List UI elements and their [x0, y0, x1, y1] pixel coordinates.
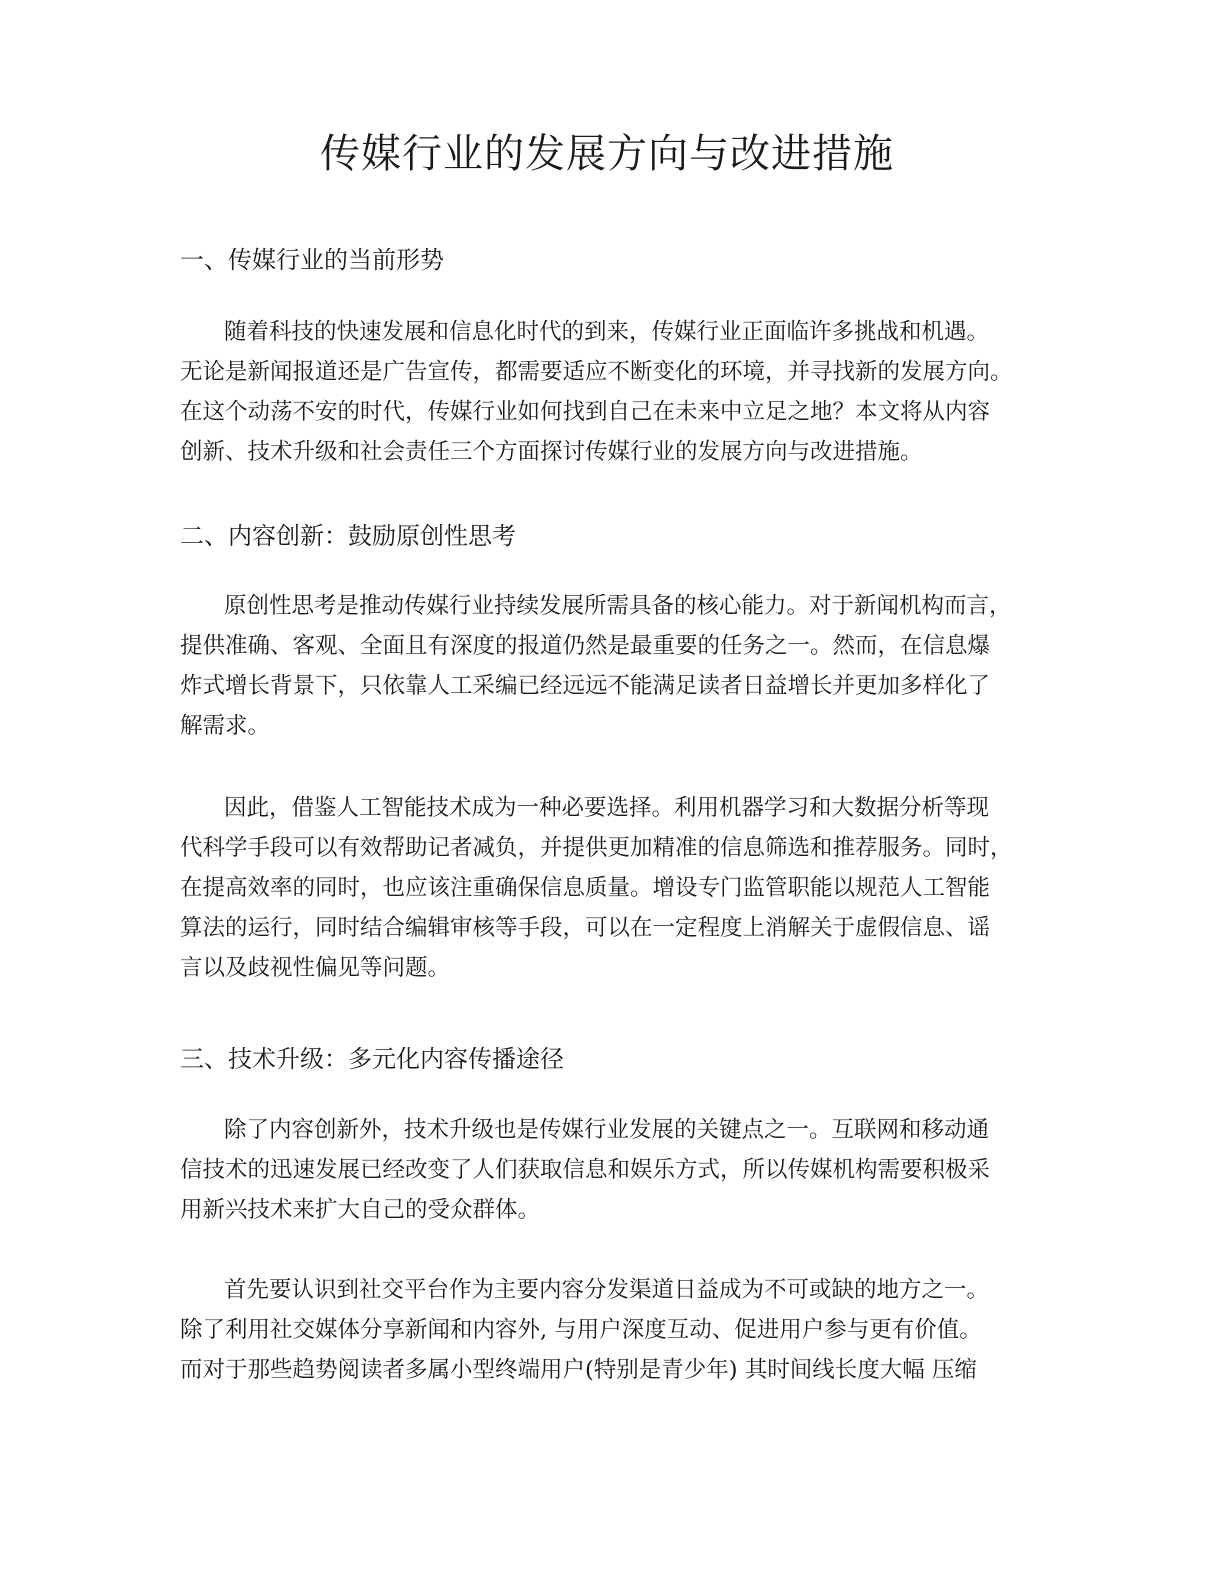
paragraph-line: 因此，借鉴人工智能技术成为一种必要选择。利用机器学习和大数据分析等现: [224, 795, 990, 821]
paragraph-line: 信技术的迅速发展已经改变了人们获取信息和娱乐方式，所以传媒机构需要积极采: [180, 1157, 991, 1183]
section-heading-1: 一、传媒行业的当前形势: [180, 246, 444, 274]
paragraph-line: 首先要认识到社交平台作为主要内容分发渠道日益成为不可或缺的地方之一。: [224, 1277, 990, 1303]
paragraph-line: 提供准确、客观、全面且有深度的报道仍然是最重要的任务之一。然而，在信息爆: [180, 633, 991, 659]
section-heading-2: 二、内容创新：鼓励原创性思考: [180, 522, 516, 550]
paragraph-line: 代科学手段可以有效帮助记者减负，并提供更加精准的信息筛选和推荐服务。同时，: [180, 835, 1013, 861]
paragraph-2-1: [180, 586, 1060, 746]
paragraph-line: 除了利用社交媒体分享新闻和内容外, 与用户深度互动、促进用户参与更有价值。: [180, 1317, 982, 1343]
paragraph-line: 解需求。: [180, 713, 271, 739]
paragraph-1-1: [180, 312, 1060, 472]
paragraph-line: 无论是新闻报道还是广告宣传，都需要适应不断变化的环境，并寻找新的发展方向。: [180, 359, 1013, 385]
paragraph-line: 在这个动荡不安的时代，传媒行业如何找到自己在未来中立足之地？本文将从内容: [180, 399, 991, 425]
paragraph-2-2: [180, 788, 1060, 988]
paragraph-line: 炸式增长背景下，只依靠人工采编已经远远不能满足读者日益增长并更加多样化了: [180, 673, 991, 699]
paragraph-line: 而对于那些趋势阅读者多属小型终端用户(特别是青少年) 其时间线长度大幅 压缩: [180, 1357, 977, 1383]
document-title: 传媒行业的发展方向与改进措施: [320, 131, 894, 177]
paragraph-line: 除了内容创新外，技术升级也是传媒行业发展的关键点之一。互联网和移动通: [224, 1117, 990, 1143]
paragraph-line: 算法的运行，同时结合编辑审核等手段，可以在一定程度上消解关于虚假信息、谣: [180, 915, 991, 941]
paragraph-line: 用新兴技术来扩大自己的受众群体。: [180, 1197, 541, 1223]
paragraph-line: 创新、技术升级和社会责任三个方面探讨传媒行业的发展方向与改进措施。: [180, 439, 923, 465]
paragraph-line: 在提高效率的同时，也应该注重确保信息质量。增设专门监管职能以规范人工智能: [180, 875, 991, 901]
paragraph-3-1: [180, 1110, 1060, 1230]
paragraph-3-2: [180, 1270, 1060, 1390]
section-heading-3: 三、技术升级：多元化内容传播途径: [180, 1045, 564, 1073]
paragraph-line: 言以及歧视性偏见等问题。: [180, 955, 451, 981]
paragraph-line: 原创性思考是推动传媒行业持续发展所需具备的核心能力。对于新闻机构而言，: [224, 593, 1012, 619]
paragraph-line: 随着科技的快速发展和信息化时代的到来，传媒行业正面临许多挑战和机遇。: [224, 319, 990, 345]
